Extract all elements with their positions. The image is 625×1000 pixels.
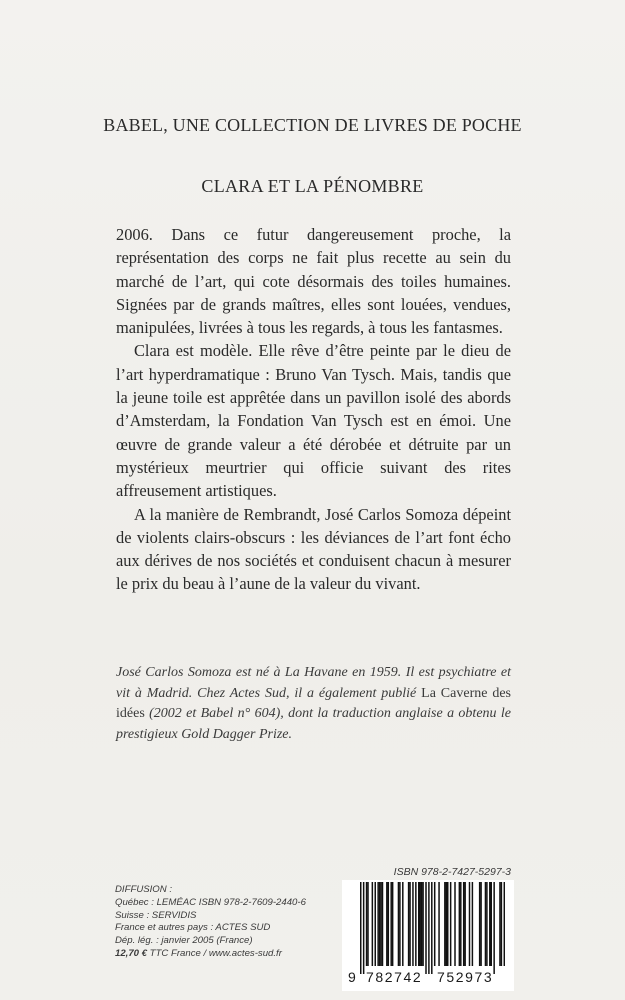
distribution-credits [115,884,335,961]
barcode-bar [428,882,430,974]
barcode-digit-first: 9 [348,969,356,985]
blurb-paragraph: A la manière de Rembrandt, José Carlos Somoza dépeint de violents clairs-obscurs : les déviances de l’art font écho aux dérives de nos sociétés et conduisent chacun à mesurer le prix du beau à l’aune de la valeur du vivant. [116,504,511,594]
barcode-digits-left: 782742 [366,969,423,985]
barcode-bar [444,882,446,966]
barcode-bar [379,882,381,966]
barcode-bar [438,882,440,966]
barcode-bar [486,882,488,966]
barcode-bar [425,882,427,974]
barcode-bar [412,882,414,966]
bio-text: José Carlos Somoza est né à La Havane en 1959. Il est psychiatre et vit à Madrid. Chez Actes Sud, il a également publié [116,665,511,701]
barcode-bar [360,882,362,974]
barcode-bar [392,882,394,966]
barcode-bar [485,882,487,966]
barcode-digits-right: 752973 [437,969,494,985]
barcode-bar [434,882,436,966]
barcode-bar [409,882,411,966]
barcode-bar [386,882,388,966]
barcode-bar [415,882,417,966]
barcode-bar [504,882,505,966]
credits-france: France et autres pays : ACTES SUD [115,922,271,934]
blurb-paragraph: 2006. Dans ce futur dangereusement proche, la représentation des corps ne fait plus recette au sein du marché de l’art, qui cote désormais des toiles humaines. Signées par de grands maîtres, elles sont louées, vendues, manipulées, livrées à tous les regards, à tous les fantasmes. [116,225,511,338]
barcode-bar [422,882,424,966]
credits-quebec: Québec : LEMÉAC ISBN 978-2-7609-2440-6 [115,896,306,908]
barcode-bar [489,882,491,966]
barcode-bar [469,882,471,966]
barcode-bar [367,882,369,966]
barcode-bar [479,882,481,966]
barcode-bar [363,882,365,974]
barcode-bar [421,882,423,966]
isbn-label: ISBN 978-2-7427-5297-3 [393,866,511,878]
bio-book-title: La Caverne des idées [116,685,511,721]
barcode-bar [372,882,374,966]
barcode-bar [459,882,461,966]
barcode-bar [450,882,452,966]
barcode-digits [342,969,514,989]
barcode-bar [493,882,495,974]
barcode-bar [491,882,493,966]
bio-text: (2002 et Babel n° 604), dont la traduction anglaise a obtenu le prestigieux Gold Dagger Prize. [116,706,511,742]
barcode-bar [377,882,379,966]
price: 12,70 € [115,947,148,959]
barcode-bar [431,882,433,974]
author-bio [116,663,511,745]
barcode-bar [499,882,501,966]
barcode-bar [447,882,449,966]
barcode-bar [408,882,410,966]
barcode-bar [388,882,390,966]
barcode-bar [464,882,466,966]
credits-suisse: Suisse : SERVIDIS [115,909,197,921]
collection-title: BABEL, UNE COLLECTION DE LIVRES DE POCHE [103,115,522,135]
barcode-bar [380,882,382,966]
barcode-bar [418,882,420,966]
credits-depot-legal: Dép. lég. : janvier 2005 (France) [115,935,253,947]
barcode-bar [419,882,421,966]
barcode-bar [390,882,392,966]
barcode-bar [454,882,456,966]
barcode-bar [480,882,482,966]
barcode-bar [402,882,404,966]
credits-diffusion: DIFFUSION : [115,884,173,895]
blurb [116,223,511,596]
barcode-bar [382,882,384,966]
barcode-bars [360,882,505,974]
book-title: CLARA ET LA PÉNOMBRE [201,176,424,196]
barcode-bar [472,882,474,966]
barcode-bar [501,882,503,966]
barcode [342,880,514,991]
blurb-paragraph: Clara est modèle. Elle rêve d’être peinte par le dieu de l’art hyperdramatique : Bruno Van Tysch. Mais, tandis que la jeune toile est apprêtée dans un pavillon isolé des abords d’Amsterdam, la Fondation Van Tysch est en émoi. Une œuvre de grande valeur a été dérobée et détruite par un mystérieux meurtrier qui officie suivant des rites affreusement artistiques. [116,341,511,501]
barcode-bar [399,882,401,966]
barcode-bar [463,882,465,966]
barcode-bar [375,882,377,966]
barcode-bar [398,882,400,966]
barcode-bar [366,882,368,966]
price-detail: TTC France / www.actes-sud.fr [147,947,282,959]
barcode-bar [460,882,462,966]
credits-price-line [115,948,335,961]
barcode-bar [446,882,448,966]
